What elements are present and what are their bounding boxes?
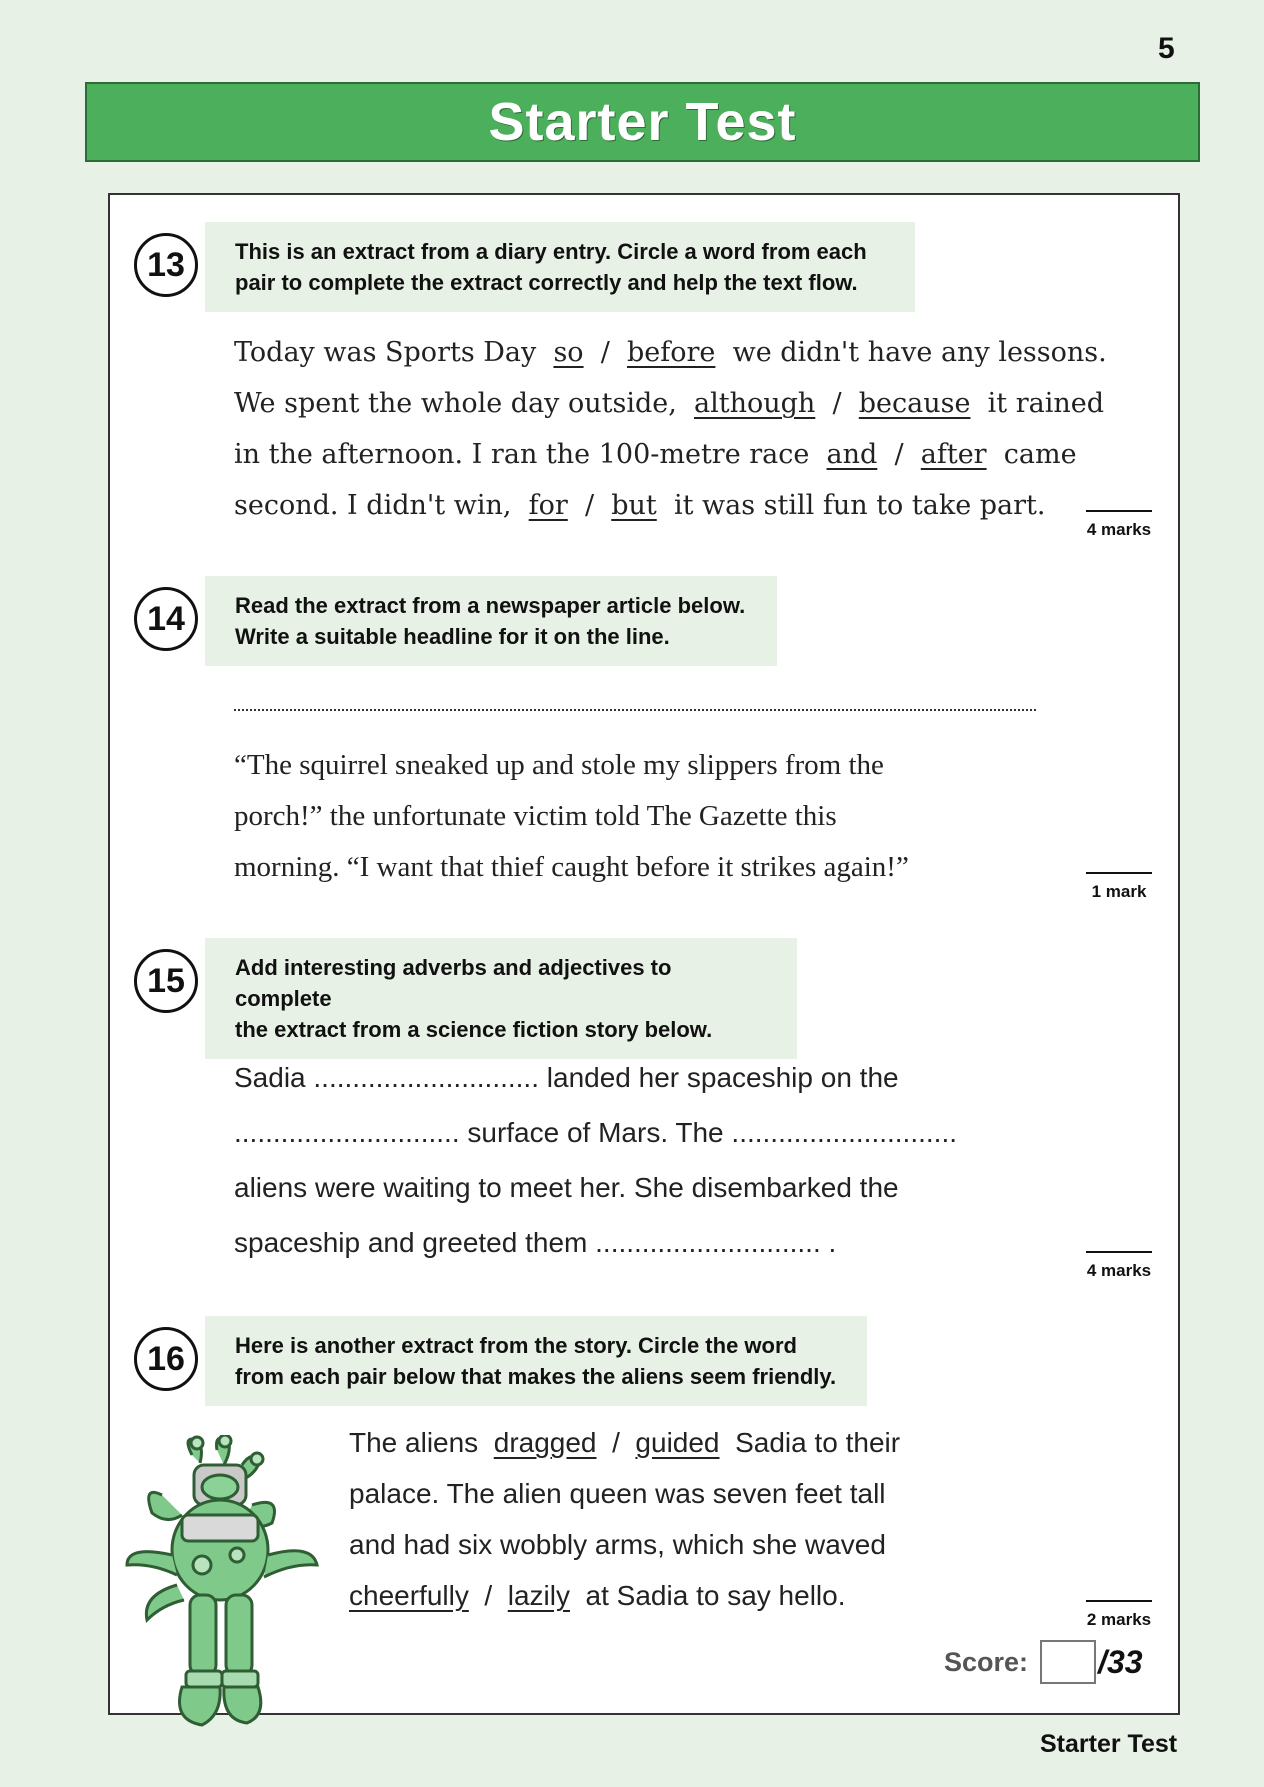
- instruction-line: Add interesting adverbs and adjectives to complete: [235, 955, 672, 1011]
- question-13-instruction: [205, 222, 915, 312]
- marks-label: 4 marks: [1086, 520, 1152, 539]
- question-14-instruction: [205, 576, 777, 666]
- question-15-text: [234, 1050, 957, 1270]
- instruction-line: Here is another extract from the story. Circle the word: [235, 1333, 797, 1358]
- question-16-instruction: [205, 1316, 867, 1406]
- text-line[interactable]: spaceship and greeted them ............................. .: [234, 1227, 837, 1258]
- word-choice[interactable]: before: [627, 337, 716, 368]
- word-choice[interactable]: cheerfully: [349, 1580, 469, 1611]
- word-choice[interactable]: but: [611, 490, 657, 521]
- answer-line[interactable]: [1086, 1600, 1152, 1602]
- question-13-number: 13: [134, 233, 198, 297]
- marks-label: 1 mark: [1091, 882, 1147, 901]
- score-area: [944, 1640, 1143, 1684]
- word-choice[interactable]: although: [694, 388, 816, 419]
- text-line[interactable]: Sadia ............................. landed her spaceship on the: [234, 1062, 899, 1093]
- instruction-line: This is an extract from a diary entry. Circle a word from each: [235, 239, 867, 264]
- text-line: cheerfully / lazily at Sadia to say hello.: [349, 1580, 846, 1611]
- answer-line[interactable]: [1086, 872, 1152, 874]
- instruction-line: pair to complete the extract correctly and help the text flow.: [235, 270, 858, 295]
- text-line: in the afternoon. I ran the 100-metre race and / after came: [234, 439, 1077, 470]
- text-line: We spent the whole day outside, although / because it rained: [234, 388, 1105, 419]
- score-box[interactable]: [1040, 1640, 1096, 1684]
- text-line: aliens were waiting to meet her. She disembarked the: [234, 1172, 899, 1203]
- word-choice[interactable]: and: [826, 439, 878, 470]
- question-16-number: 16: [134, 1327, 198, 1391]
- question-14-number: 14: [134, 587, 198, 651]
- page-title: Starter Test: [488, 92, 797, 152]
- text-line: palace. The alien queen was seven feet tall: [349, 1478, 886, 1509]
- text-line: and had six wobbly arms, which she waved: [349, 1529, 886, 1560]
- headline-answer-line[interactable]: [234, 709, 1036, 711]
- word-choice[interactable]: so: [553, 337, 584, 368]
- text-line: The aliens dragged / guided Sadia to their: [349, 1427, 901, 1458]
- title-banner: [85, 82, 1200, 162]
- marks-label: 2 marks: [1086, 1610, 1152, 1629]
- score-label: Score:: [944, 1646, 1029, 1677]
- score-total: /33: [1098, 1643, 1143, 1680]
- text-line[interactable]: ............................. surface of Mars. The .............................: [234, 1117, 958, 1148]
- word-choice[interactable]: for: [528, 490, 568, 521]
- instruction-line: Write a suitable headline for it on the line.: [235, 624, 670, 649]
- answer-line[interactable]: [1086, 1251, 1152, 1253]
- footer-label: Starter Test: [1040, 1730, 1178, 1758]
- word-choice[interactable]: after: [920, 439, 987, 470]
- text-line: morning. “I want that thief caught before it strikes again!”: [234, 851, 909, 883]
- text-line: “The squirrel sneaked up and stole my slippers from the: [234, 749, 884, 781]
- question-15-number: 15: [134, 949, 198, 1013]
- page-number: 5: [1158, 32, 1175, 65]
- word-choice[interactable]: guided: [635, 1427, 720, 1458]
- answer-line[interactable]: [1086, 510, 1152, 512]
- word-choice[interactable]: dragged: [493, 1427, 597, 1458]
- text-line: Today was Sports Day so / before we didn't have any lessons.: [234, 337, 1107, 368]
- question-16-text: [349, 1417, 900, 1621]
- question-15-instruction: [205, 938, 797, 1059]
- instruction-line: Read the extract from a newspaper article below.: [235, 593, 746, 618]
- instruction-line: the extract from a science fiction story below.: [235, 1017, 713, 1042]
- question-14-text: [234, 740, 909, 893]
- alien-illustration: [122, 1435, 322, 1735]
- marks-label: 4 marks: [1086, 1261, 1152, 1280]
- question-13-text: [234, 327, 1107, 531]
- text-line: second. I didn't win, for / but it was still fun to take part.: [234, 490, 1046, 521]
- text-line: porch!” the unfortunate victim told The Gazette this: [234, 800, 837, 832]
- instruction-line: from each pair below that makes the aliens seem friendly.: [235, 1364, 837, 1389]
- word-choice[interactable]: lazily: [507, 1580, 570, 1611]
- word-choice[interactable]: because: [858, 388, 971, 419]
